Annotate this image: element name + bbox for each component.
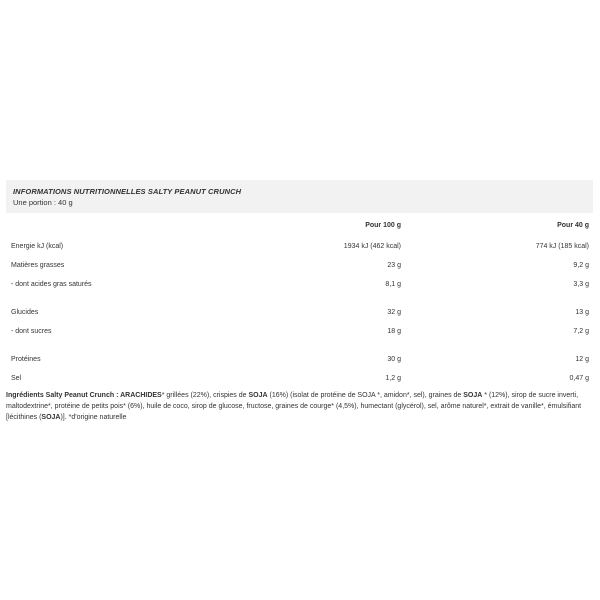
nutrient-label: Sel xyxy=(11,375,22,382)
allergen-soja: SOJA xyxy=(41,414,61,421)
table-row xyxy=(6,303,593,322)
value-per-100g: 1934 kJ (462 kcal) xyxy=(343,243,401,250)
value-per-100g: 30 g xyxy=(387,356,401,363)
value-per-100g: 23 g xyxy=(387,262,401,269)
table-row xyxy=(6,322,593,341)
nutrition-title: INFORMATIONS NUTRITIONNELLES SALTY PEANUT CRUNCH xyxy=(13,187,242,196)
value-per-100g: 8,1 g xyxy=(385,281,401,288)
ingredients-text xyxy=(6,388,593,423)
column-header-per-40g: Pour 40 g xyxy=(557,221,589,229)
column-header-nutrient xyxy=(6,213,211,237)
table-row xyxy=(6,350,593,369)
table-header-row xyxy=(6,213,593,237)
value-per-40g: 7,2 g xyxy=(573,328,589,335)
table-row xyxy=(6,275,593,294)
nutrient-label: Matières grasses xyxy=(11,262,65,269)
row-spacer xyxy=(6,341,593,350)
value-per-40g: 13 g xyxy=(575,309,589,316)
ingredients-part: (16%) (isolat de protéine de SOJA *, amidon*, sel), graines de xyxy=(267,392,464,399)
nutrition-panel xyxy=(6,180,593,423)
column-header-per-100g: Pour 100 g xyxy=(365,221,401,229)
row-spacer xyxy=(6,294,593,303)
nutrition-header xyxy=(6,180,593,213)
nutrition-table xyxy=(6,213,593,388)
ingredients-heading: Ingrédients Salty Peanut Crunch : ARACHIDES xyxy=(6,392,162,399)
value-per-40g: 3,3 g xyxy=(573,281,589,288)
table-row xyxy=(6,369,593,388)
ingredients-part: )]. *d'origine naturelle xyxy=(60,414,127,421)
value-per-100g: 32 g xyxy=(387,309,401,316)
value-per-40g: 12 g xyxy=(575,356,589,363)
value-per-40g: 9,2 g xyxy=(573,262,589,269)
nutrient-label: Glucides xyxy=(11,309,39,316)
nutrient-label: Protéines xyxy=(11,356,41,363)
allergen-soja: SOJA xyxy=(463,392,483,399)
value-per-100g: 18 g xyxy=(387,328,401,335)
portion-size: Une portion : 40 g xyxy=(13,198,73,207)
table-row xyxy=(6,256,593,275)
ingredients-part: * grillées (22%), crispies de xyxy=(161,392,249,399)
ingredients-part: * (12%), sirop de sucre inverti, maltodextrine*, protéine de petits pois* (6%), huile de coco, sirop de glucose, fructose, graines de courge* (4,5%), humectant (glycérol), sel, arôme naturel*, extrait de vanille*, émulsifiant [lécithines ( xyxy=(6,392,582,421)
nutrient-label: - dont acides gras saturés xyxy=(11,281,92,288)
nutrient-label: Energie kJ (kcal) xyxy=(11,243,64,250)
table-row xyxy=(6,237,593,256)
allergen-soja: SOJA xyxy=(248,392,268,399)
nutrient-label: - dont sucres xyxy=(11,328,52,335)
value-per-40g: 0,47 g xyxy=(569,375,589,382)
value-per-100g: 1,2 g xyxy=(385,375,401,382)
value-per-40g: 774 kJ (185 kcal) xyxy=(535,243,589,250)
